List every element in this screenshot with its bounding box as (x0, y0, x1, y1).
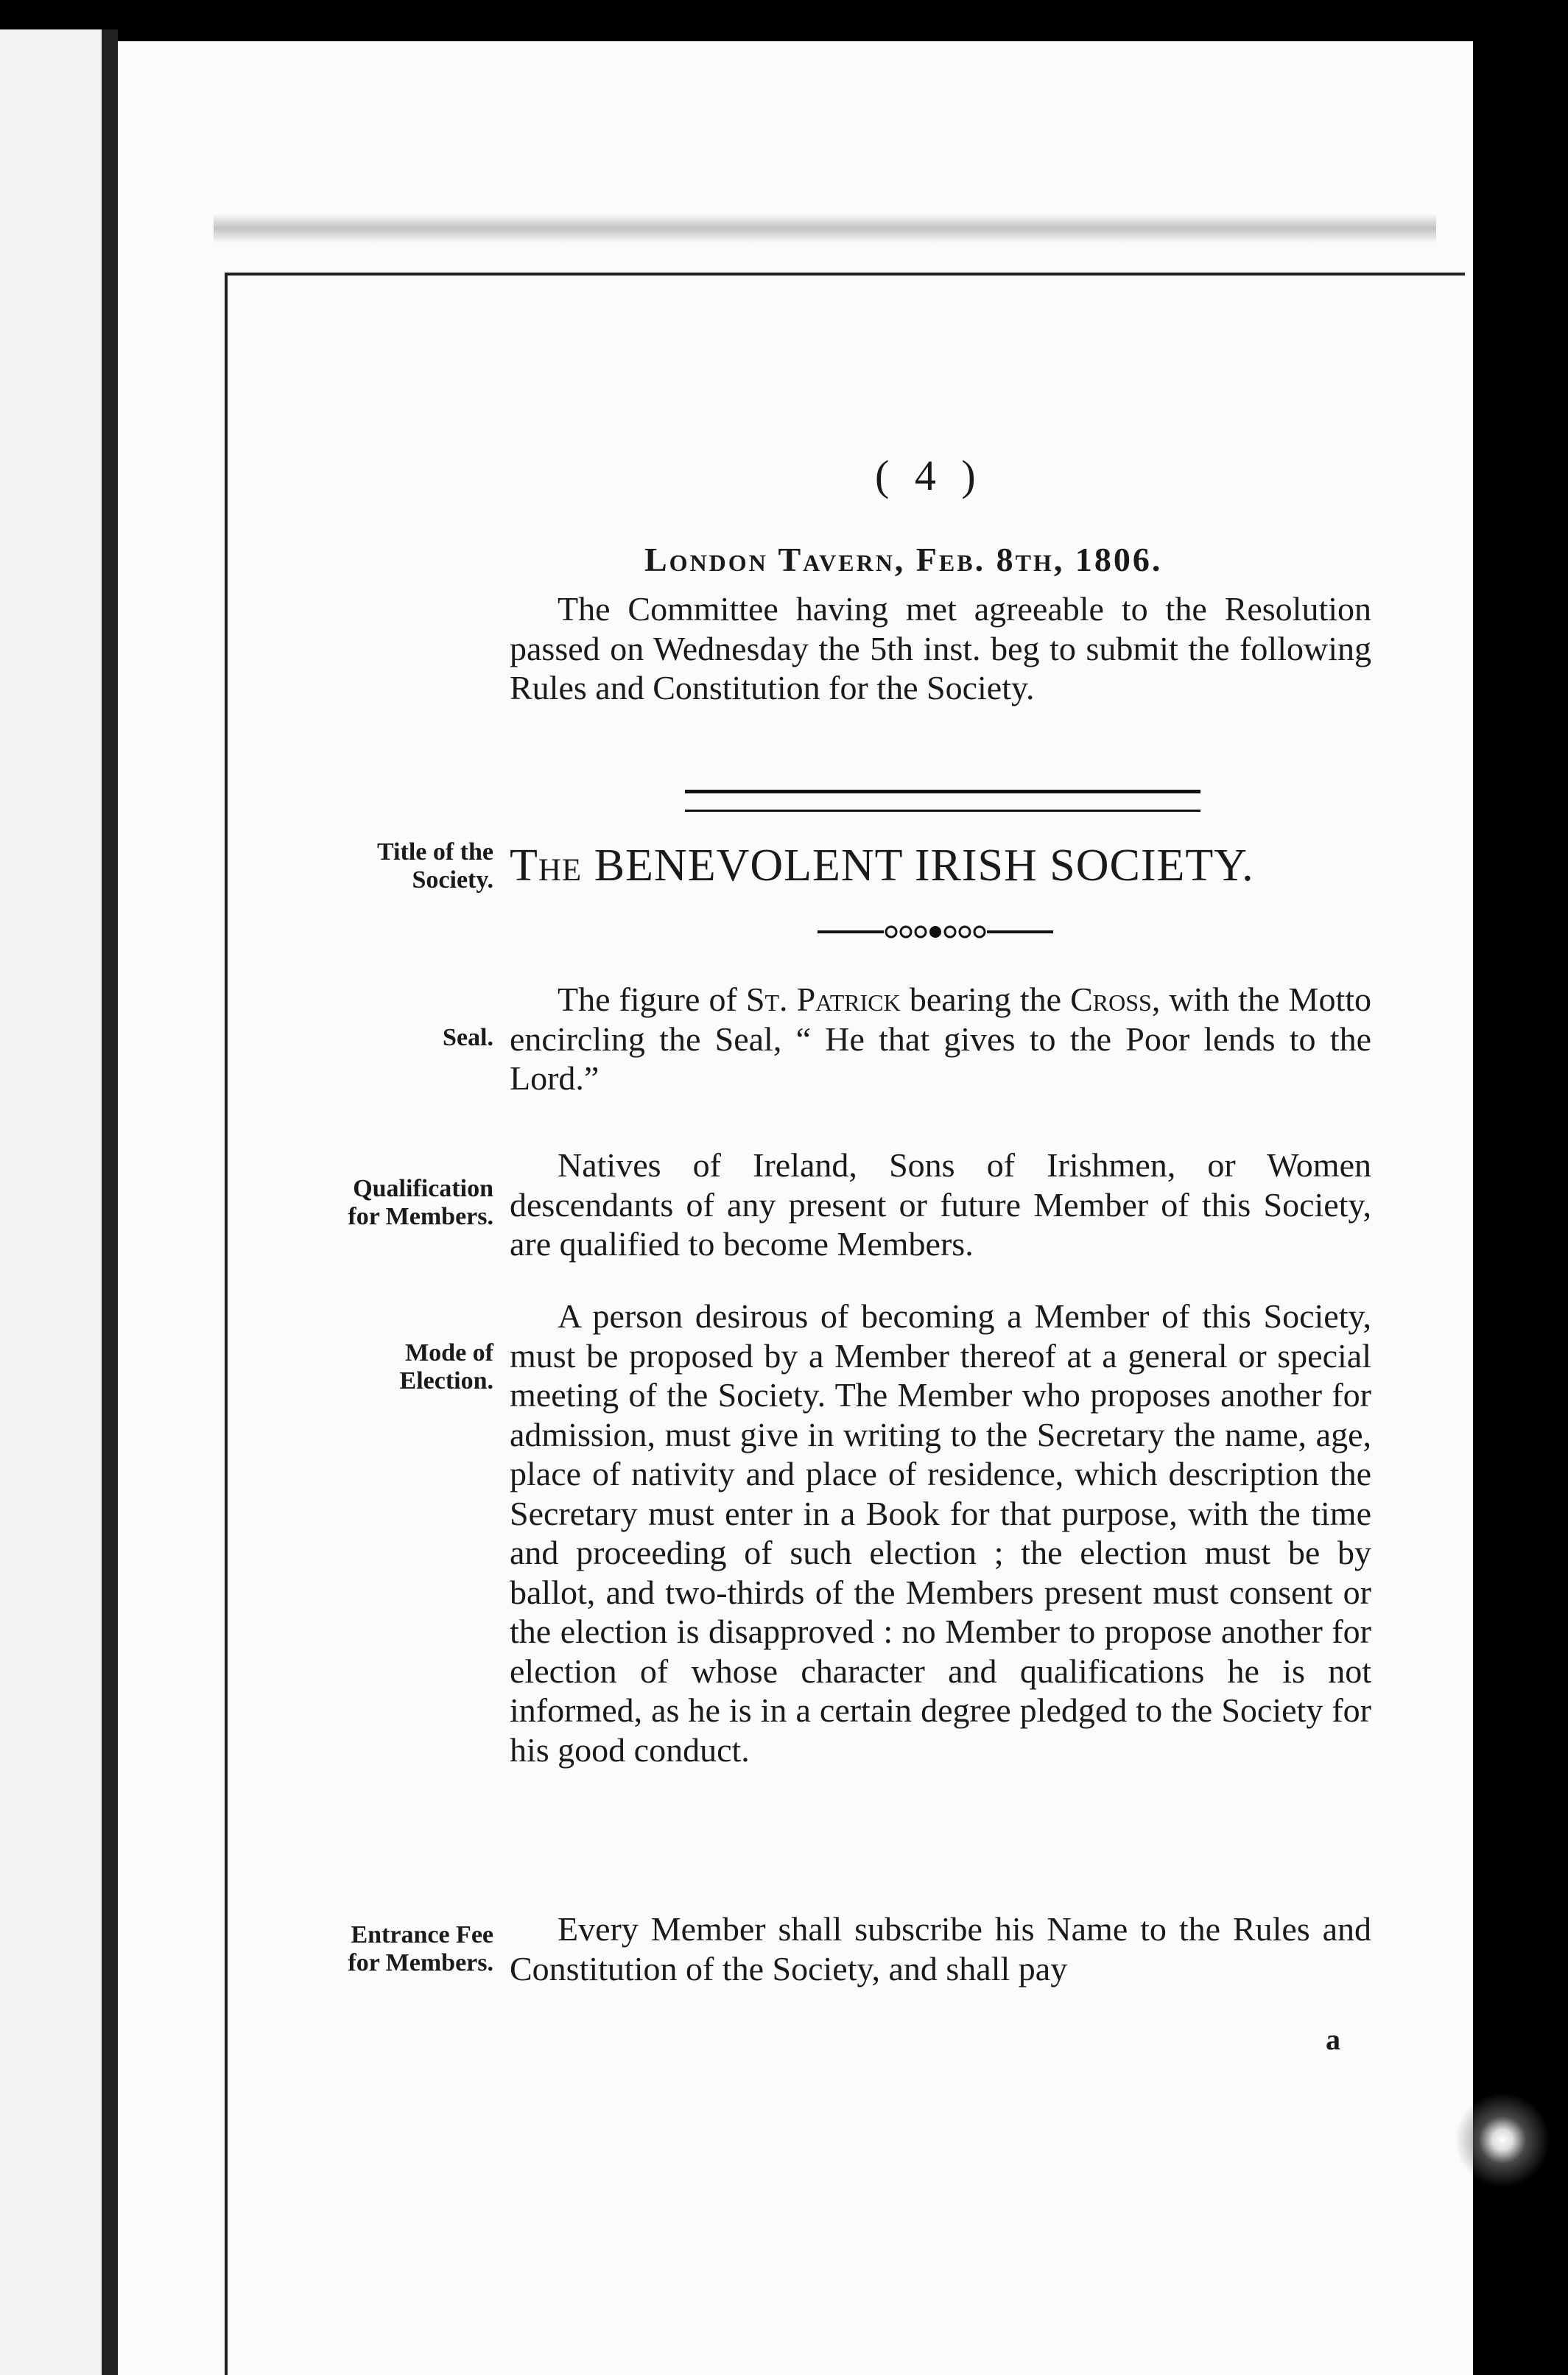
heading-the: The (510, 841, 583, 891)
fee-paragraph (510, 1909, 1371, 1988)
heading-name: BENEVOLENT IRISH SOCIETY. (582, 841, 1254, 891)
seal-text-a: The figure of (558, 980, 746, 1018)
margin-note-fee: Entrance Fee for Members. (348, 1921, 493, 1976)
margin-note-qualification: Qualification for Members. (348, 1175, 493, 1230)
margin-note-title: Title of the Society. (376, 838, 493, 894)
facing-page-edge (0, 29, 110, 2375)
qualification-paragraph (510, 1146, 1371, 1264)
election-paragraph (510, 1297, 1371, 1769)
seal-text-c: bearing the (900, 980, 1071, 1018)
margin-note-mode: Mode of Election. (399, 1339, 493, 1395)
qualification-text: Natives of Ireland, Sons of Irishmen, or Women descendants of any present or future Member of this Society, are qualified to become Members. (510, 1146, 1371, 1263)
election-text: A person desirous of becoming a Member of this Society, must be proposed by a Member thereof at a general or special meeting of the Society. The Member who proposes another for admission, must give in writing to the Secretary the name, age, place of nativity and place of residence, which description the Secretary must enter in a Book for that purpose, with the time and proceeding of such election ; the election must be by ballot, and two-thirds of the Members present must consent or the election is disapproved : no Member to propose another for election of whose character and qualifications he is not informed, as he is in a certain degree pledged to the Society for his good conduct. (510, 1297, 1371, 1769)
intro-text: The Committee having met agreeable to the Resolution passed on Wednesday the 5th inst. beg to submit the following Rules and Constitution for the Society. (510, 590, 1371, 706)
seal-text-cross: Cross (1070, 980, 1152, 1018)
page-number: ( 4 ) (875, 452, 983, 499)
double-rule (685, 790, 1200, 812)
fee-text: Every Member shall subscribe his Name to the Rules and Constitution of the Society, and shall pay (510, 1910, 1371, 1988)
scan-smudge (214, 214, 1436, 243)
society-heading (510, 840, 1254, 892)
margin-note-seal: Seal. (443, 1024, 493, 1051)
seal-text-e: , with the Motto encircling the Seal, “ He that gives to the Poor lends to the Lord.” (510, 980, 1371, 1097)
book-gutter (102, 29, 118, 2375)
seal-text-patrick: St. Patrick (745, 980, 901, 1018)
ornament-divider (818, 921, 1053, 943)
scan-light-spot (1455, 2092, 1550, 2188)
seal-paragraph (510, 980, 1371, 1098)
dateline: London Tavern, Feb. 8th, 1806. (644, 541, 1163, 578)
catchword: a (1326, 2023, 1340, 2056)
intro-paragraph (510, 589, 1371, 708)
